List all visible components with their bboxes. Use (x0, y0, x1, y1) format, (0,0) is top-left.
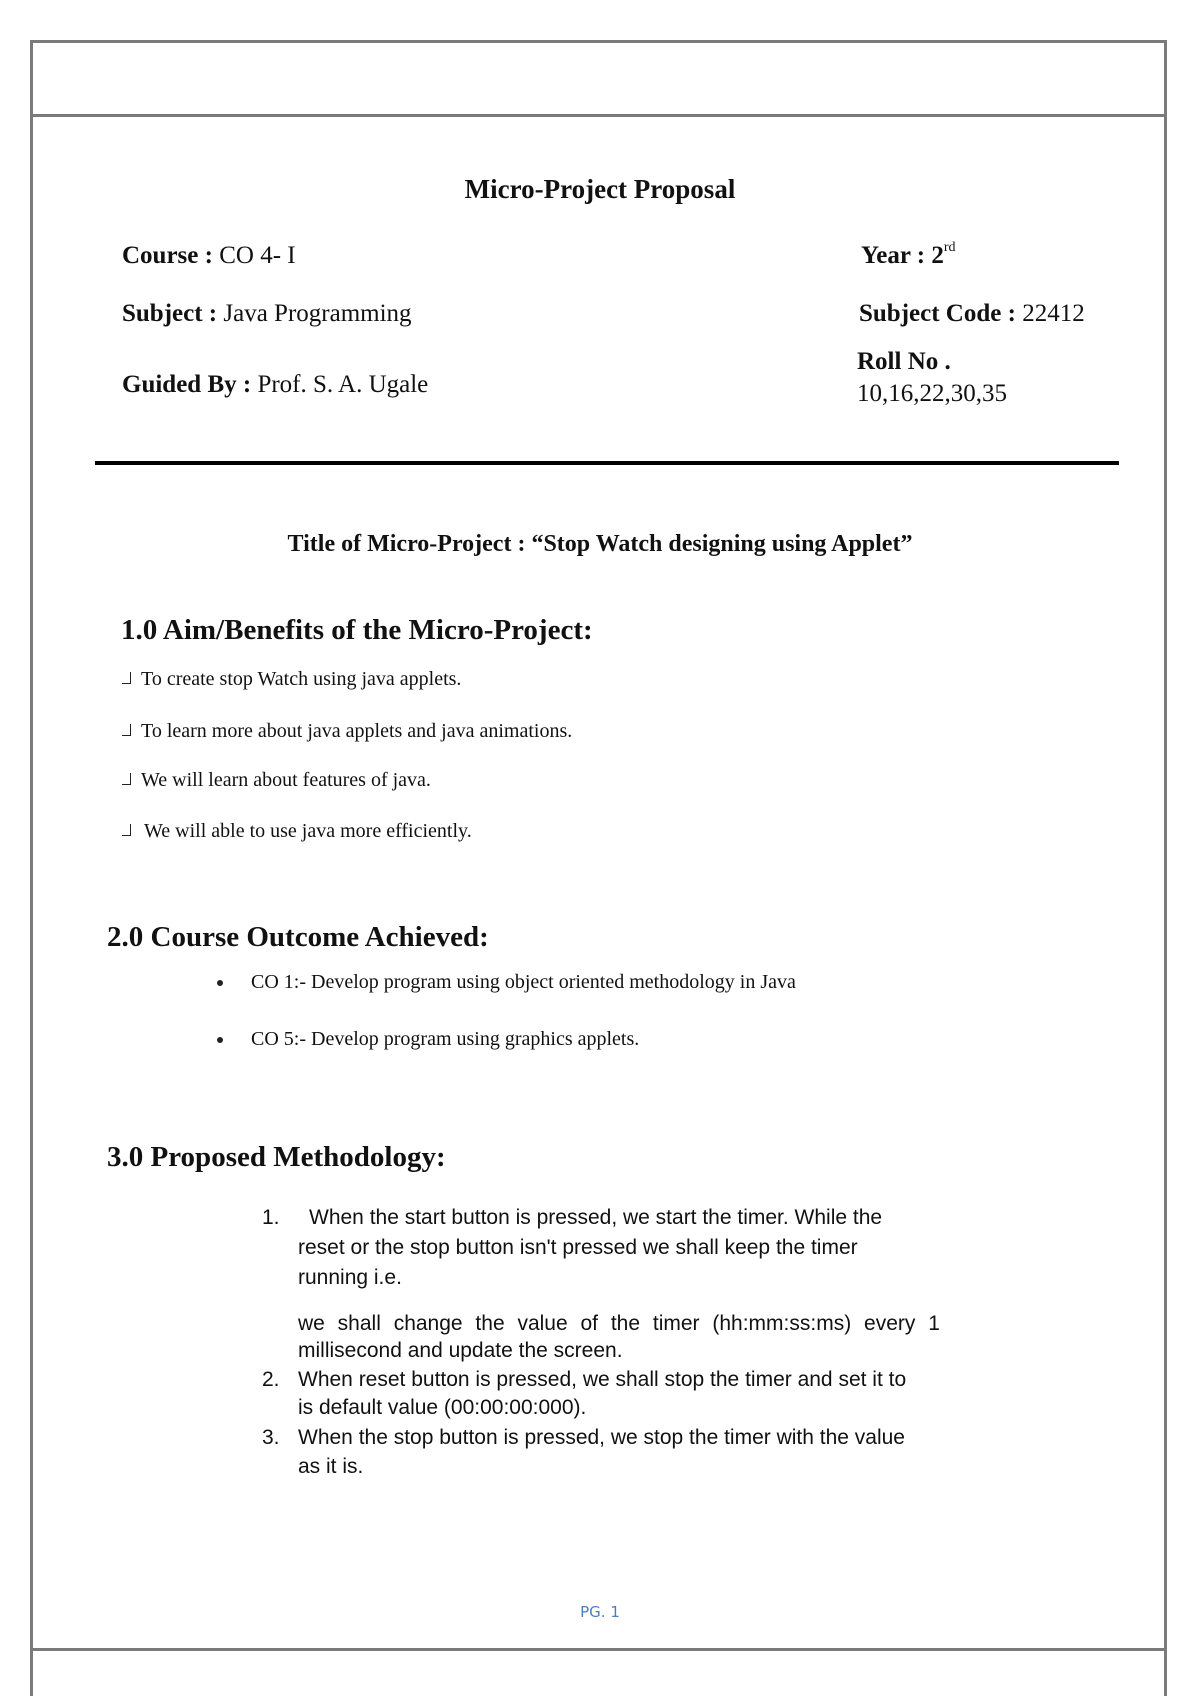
course-field (122, 242, 296, 270)
step-line: When reset button is pressed, we shall stop the timer and set it to (298, 1368, 907, 1391)
outcome-item-text: CO 5:- Develop program using graphics applets. (251, 1028, 640, 1050)
step-line: as it is. (298, 1455, 364, 1478)
outcome-heading: 2.0 Course Outcome Achieved: (107, 921, 489, 953)
checkbox-icon (122, 724, 131, 736)
subject-code-field (859, 300, 1085, 328)
roll-no-value: 10,16,22,30,35 (857, 380, 1007, 407)
step-number: 2. (262, 1368, 280, 1391)
checkbox-icon (122, 773, 131, 785)
step-line: running i.e. (298, 1266, 402, 1289)
outcome-item (217, 1028, 639, 1051)
aim-item (122, 769, 431, 792)
step-number: 3. (262, 1426, 280, 1449)
aim-heading: 1.0 Aim/Benefits of the Micro-Project: (121, 614, 593, 646)
step-number: 1. (262, 1206, 280, 1229)
methodology-list (262, 1203, 1062, 1603)
guided-by-field (122, 371, 428, 399)
outcome-item-text: CO 1:- Develop program using object oriented methodology in Java (251, 971, 796, 993)
aim-item-text: To create stop Watch using java applets. (141, 668, 462, 690)
subject-code-label: Subject Code : (859, 300, 1016, 327)
aim-item (122, 668, 461, 691)
subject-code-value: 22412 (1022, 300, 1085, 327)
course-value: CO 4- I (219, 242, 296, 269)
subject-value: Java Programming (223, 300, 412, 327)
step-line: When the stop button is pressed, we stop the timer with the value (298, 1426, 905, 1449)
bullet-icon (217, 1037, 223, 1043)
guided-by-label: Guided By : (122, 371, 252, 398)
subject-field (122, 300, 412, 328)
aim-item-text: We will learn about features of java. (141, 769, 431, 791)
page-number: PG. 1 (580, 1603, 620, 1621)
roll-no-label: Roll No . (857, 348, 951, 375)
footer-rule (30, 1648, 1167, 1651)
project-title: Title of Micro-Project : “Stop Watch designing using Applet” (287, 531, 913, 557)
roll-no-label-wrap (857, 348, 951, 376)
step-line: millisecond and update the screen. (298, 1339, 623, 1362)
outcome-item (217, 971, 796, 994)
year-sup: rd (943, 240, 956, 255)
subject-label: Subject : (122, 300, 218, 327)
guided-by-value: Prof. S. A. Ugale (257, 371, 429, 398)
step-line: is default value (00:00:00:000). (298, 1396, 587, 1419)
year-field (861, 242, 956, 270)
year-value: 2 (931, 242, 944, 269)
bullet-icon (217, 980, 223, 986)
header-rule (30, 114, 1167, 117)
checkbox-icon (122, 824, 131, 836)
checkbox-icon (122, 672, 131, 684)
year-label: Year : (861, 242, 926, 269)
aim-item (122, 720, 572, 743)
aim-item-text: To learn more about java applets and java animations. (141, 720, 573, 742)
document-title: Micro-Project Proposal (464, 174, 736, 204)
aim-item-text: We will able to use java more efficiently. (144, 820, 472, 842)
step-line: When the start button is pressed, we start the timer. While the (309, 1206, 883, 1229)
course-label: Course : (122, 242, 213, 269)
step-line: reset or the stop button isn't pressed we shall keep the timer (298, 1236, 858, 1259)
methodology-heading: 3.0 Proposed Methodology: (107, 1141, 446, 1173)
step-line: we shall change the value of the timer (hh:mm:ss:ms) every 1 (298, 1312, 940, 1335)
header-divider (95, 461, 1119, 465)
aim-item (122, 820, 472, 843)
